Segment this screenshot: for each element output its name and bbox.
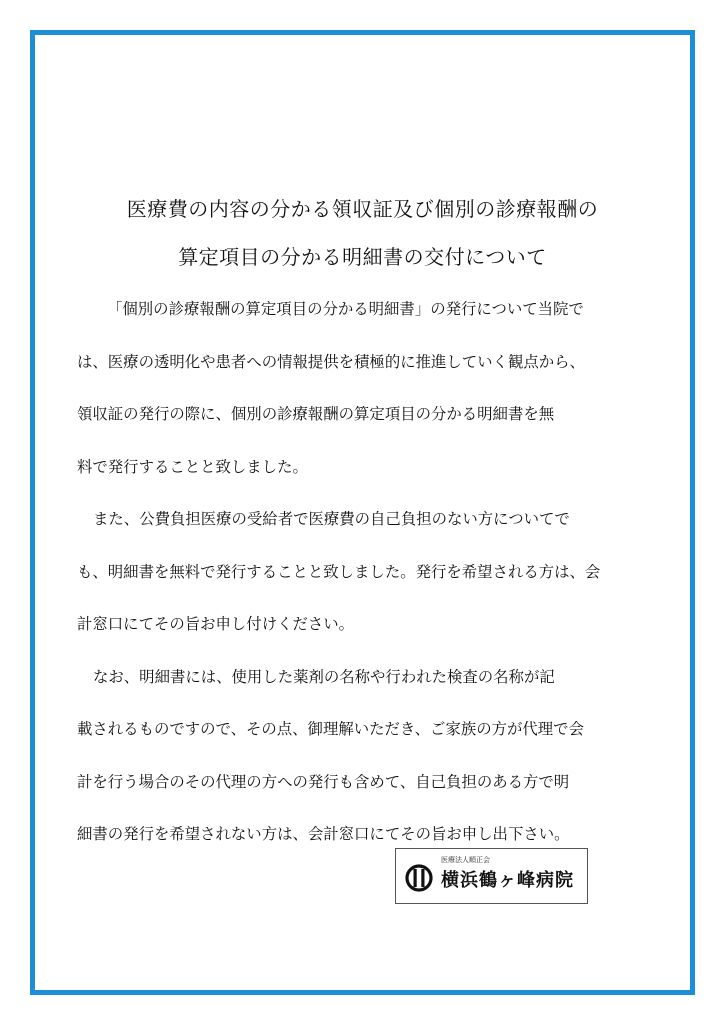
paragraph-note bbox=[77, 651, 637, 861]
notice-title bbox=[35, 185, 690, 281]
paragraph-line: また、公費負担医療の受給者で医療費の自己負担のない方についてで bbox=[93, 510, 570, 528]
paragraph-line: 領収証の発行の際に、個別の診療報酬の算定項目の分かる明細書を無 bbox=[77, 405, 555, 423]
organization-name-small: 医療法人順正会 bbox=[441, 856, 490, 864]
hospital-seal bbox=[395, 848, 588, 904]
notice-body bbox=[77, 283, 637, 861]
hospital-name: 横浜鶴ヶ峰病院 bbox=[441, 870, 574, 891]
paragraph-line: も、明細書を無料で発行することと致しました。発行を希望される方は、会 bbox=[77, 562, 601, 581]
paragraph-line: 細書の発行を希望されない方は、会計窓口にてその旨お申し出下さい。 bbox=[77, 825, 570, 843]
paragraph-line: 「個別の診療報酬の算定項目の分かる明細書」の発行について当院で bbox=[107, 300, 584, 318]
paragraph-line: 計を行う場合のその代理の方への発行も含めて、自己負担のある方で明 bbox=[77, 772, 570, 791]
hospital-logo-icon bbox=[404, 863, 434, 893]
title-line-2: 算定項目の分かる明細書の交付について bbox=[178, 245, 547, 269]
title-line-1: 医療費の内容の分かる領収証及び個別の診療報酬の bbox=[126, 197, 599, 221]
paragraph-public-expense bbox=[77, 493, 637, 651]
paragraph-line: 料で発行することと致しました。 bbox=[77, 457, 308, 476]
paragraph-line: なお、明細書には、使用した薬剤の名称や行われた検査の名称が記 bbox=[93, 667, 555, 686]
paragraph-line: 計窓口にてその旨お申し付けください。 bbox=[77, 615, 355, 633]
paragraph-line: 載されるものですので、その点、御理解いただき、ご家族の方が代理で会 bbox=[77, 720, 584, 738]
paragraph-line: は、医療の透明化や患者への情報提供を積極的に推進していく観点から、 bbox=[77, 352, 585, 371]
paragraph-issuance bbox=[77, 283, 637, 493]
